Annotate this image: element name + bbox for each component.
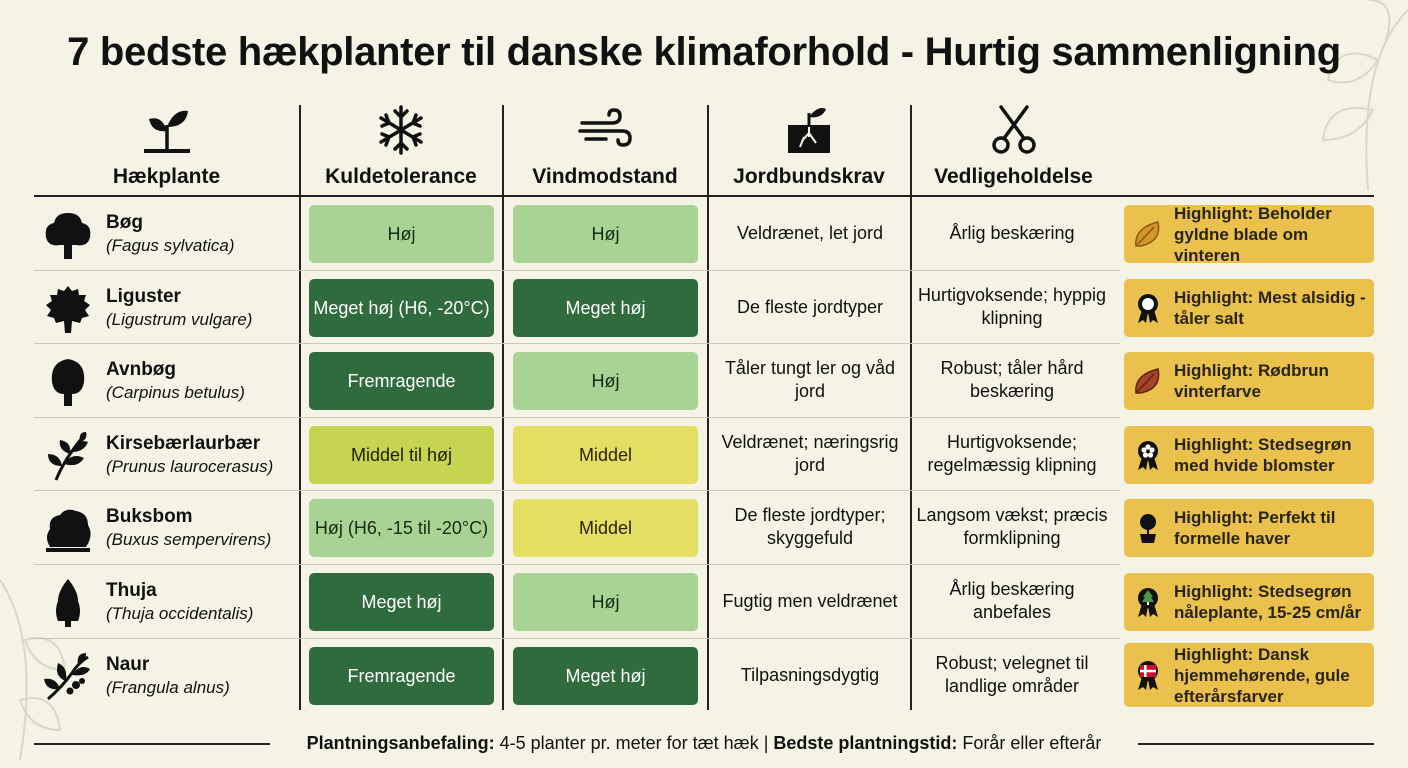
maintenance: Hurtigvoksende; regelmæssig klipning: [927, 432, 1097, 475]
highlight-text: Highlight: Stedsegrøn nåleplante, 15-25 cm/år: [1174, 582, 1362, 622]
plant-name: Thuja: [106, 580, 157, 601]
seedling-icon: [140, 103, 194, 157]
maintenance: Robust; velegnet til landlige områder: [935, 653, 1089, 696]
header-label: Vindmodstand: [532, 165, 678, 188]
soil-icon: [782, 103, 836, 157]
highlight-text: Highlight: Mest alsidig - tåler salt: [1174, 288, 1366, 328]
header-label: Vedligeholdelse: [934, 165, 1093, 188]
highlight-text: Highlight: Stedsegrøn med hvide blomster: [1174, 435, 1352, 475]
plant-name: Avnbøg: [106, 359, 177, 380]
footer-label-time: Bedste plantningstid:: [773, 733, 958, 753]
header-plant: [34, 100, 299, 195]
plant-name: Liguster: [106, 286, 181, 307]
award-ribbon-icon: [1132, 292, 1164, 324]
header-care: [911, 100, 1116, 195]
header-label: Hækplante: [112, 165, 221, 188]
brown-leaf-icon: [1132, 365, 1164, 397]
cold-tolerance-cell: Middel til høj: [309, 426, 494, 484]
wind-resistance-cell: Middel: [513, 499, 698, 557]
maintenance: Robust; tåler hård beskæring: [940, 358, 1084, 401]
table-row: [34, 344, 1374, 416]
cold-tolerance-cell: Høj (H6, -15 til -20°C): [309, 499, 494, 557]
plant-latin-name: (Ligustrum vulgare): [106, 310, 253, 329]
cold-tolerance-cell: Høj: [309, 205, 494, 263]
oval-tree-icon: [42, 356, 94, 408]
plant-latin-name: (Fagus sylvatica): [106, 236, 235, 255]
footer-text-planting: 4-5 planter pr. meter for tæt hæk |: [494, 733, 774, 753]
scissors-icon: [987, 103, 1041, 157]
plant-latin-name: (Buxus sempervirens): [106, 530, 272, 549]
highlight-text: Highlight: Beholder gyldne blade om vinteren: [1174, 203, 1332, 265]
soil-requirement: Veldrænet, let jord: [736, 222, 884, 243]
highlight-box: [1124, 279, 1374, 337]
wind-resistance-cell: Høj: [513, 352, 698, 410]
plant-name: Naur: [106, 654, 150, 675]
deciduous-tree-icon: [42, 209, 94, 261]
header-cold: [300, 100, 502, 195]
maintenance: Langsom vækst; præcis formklipning: [916, 505, 1108, 548]
footer-label-planting: Plantningsanbefaling:: [306, 733, 495, 753]
highlight-box: [1124, 205, 1374, 263]
highlight-box: [1124, 499, 1374, 557]
highlight-box: [1124, 426, 1374, 484]
highlight-text: Highlight: Rødbrun vinterfarve: [1174, 361, 1329, 401]
table-row: [34, 197, 1374, 269]
flower-ribbon-icon: [1132, 439, 1164, 471]
plant-latin-name: (Frangula alnus): [106, 678, 230, 697]
pine-ribbon-icon: [1132, 586, 1164, 618]
plant-name: Kirsebærlaurbær: [106, 433, 261, 454]
wind-icon: [578, 103, 632, 157]
cold-tolerance-cell: Meget høj (H6, -20°C): [309, 279, 494, 337]
maintenance: Hurtigvoksende; hyppig klipning: [917, 285, 1107, 328]
header-label: Jordbundskrav: [733, 165, 885, 188]
table-row: [34, 491, 1374, 563]
conifer-icon: [42, 577, 94, 629]
round-shrub-icon: [42, 503, 94, 555]
table-row: [34, 271, 1374, 343]
soil-requirement: Fugtig men veldrænet: [722, 590, 898, 611]
soil-requirement: Tilpasningsdygtig: [740, 664, 880, 685]
wind-resistance-cell: Høj: [513, 573, 698, 631]
highlight-text: Highlight: Perfekt til formelle haver: [1174, 508, 1336, 548]
highlight-text: Highlight: Dansk hjemmehørende, gule efterårsfarver: [1174, 644, 1350, 706]
highlight-box: [1124, 573, 1374, 631]
plant-name: Bøg: [106, 212, 143, 233]
bushy-tree-icon: [42, 283, 94, 335]
golden-leaf-icon: [1132, 218, 1164, 250]
soil-requirement: De fleste jordtyper: [736, 296, 884, 317]
plant-latin-name: (Thuja occidentalis): [106, 604, 254, 623]
page-title: 7 bedste hækplanter til danske klimaforhold - Hurtig sammenligning: [67, 30, 1341, 74]
maintenance: Årlig beskæring: [949, 222, 1075, 243]
highlight-box: [1124, 643, 1374, 707]
wind-resistance-cell: Meget høj: [513, 647, 698, 705]
leafy-branch-icon: [42, 430, 94, 482]
highlight-box: [1124, 352, 1374, 410]
berry-branch-icon: [42, 651, 94, 703]
table-row: [34, 565, 1374, 637]
plant-name: Buksbom: [106, 506, 193, 527]
cold-tolerance-cell: Fremragende: [309, 647, 494, 705]
plant-latin-name: (Prunus laurocerasus): [106, 457, 274, 476]
header-soil: [708, 100, 910, 195]
danish-flag-ribbon-icon: [1132, 659, 1164, 691]
wind-resistance-cell: Meget høj: [513, 279, 698, 337]
snowflake-icon: [374, 103, 428, 157]
soil-requirement: De fleste jordtyper; skyggefuld: [734, 505, 886, 548]
wind-resistance-cell: Høj: [513, 205, 698, 263]
maintenance: Årlig beskæring anbefales: [949, 579, 1075, 622]
soil-requirement: Veldrænet; næringsrig jord: [721, 432, 899, 475]
soil-requirement: Tåler tungt ler og våd jord: [724, 358, 896, 401]
header-label: Kuldetolerance: [325, 165, 477, 188]
plant-latin-name: (Carpinus betulus): [106, 383, 245, 402]
wind-resistance-cell: Middel: [513, 426, 698, 484]
cold-tolerance-cell: Fremragende: [309, 352, 494, 410]
cold-tolerance-cell: Meget høj: [309, 573, 494, 631]
topiary-pot-icon: [1132, 512, 1164, 544]
table-row: [34, 639, 1374, 711]
header-wind: [503, 100, 707, 195]
table-row: [34, 418, 1374, 490]
footer-text-time: Forår eller efterår: [957, 733, 1102, 753]
footer-note: [0, 733, 1408, 754]
